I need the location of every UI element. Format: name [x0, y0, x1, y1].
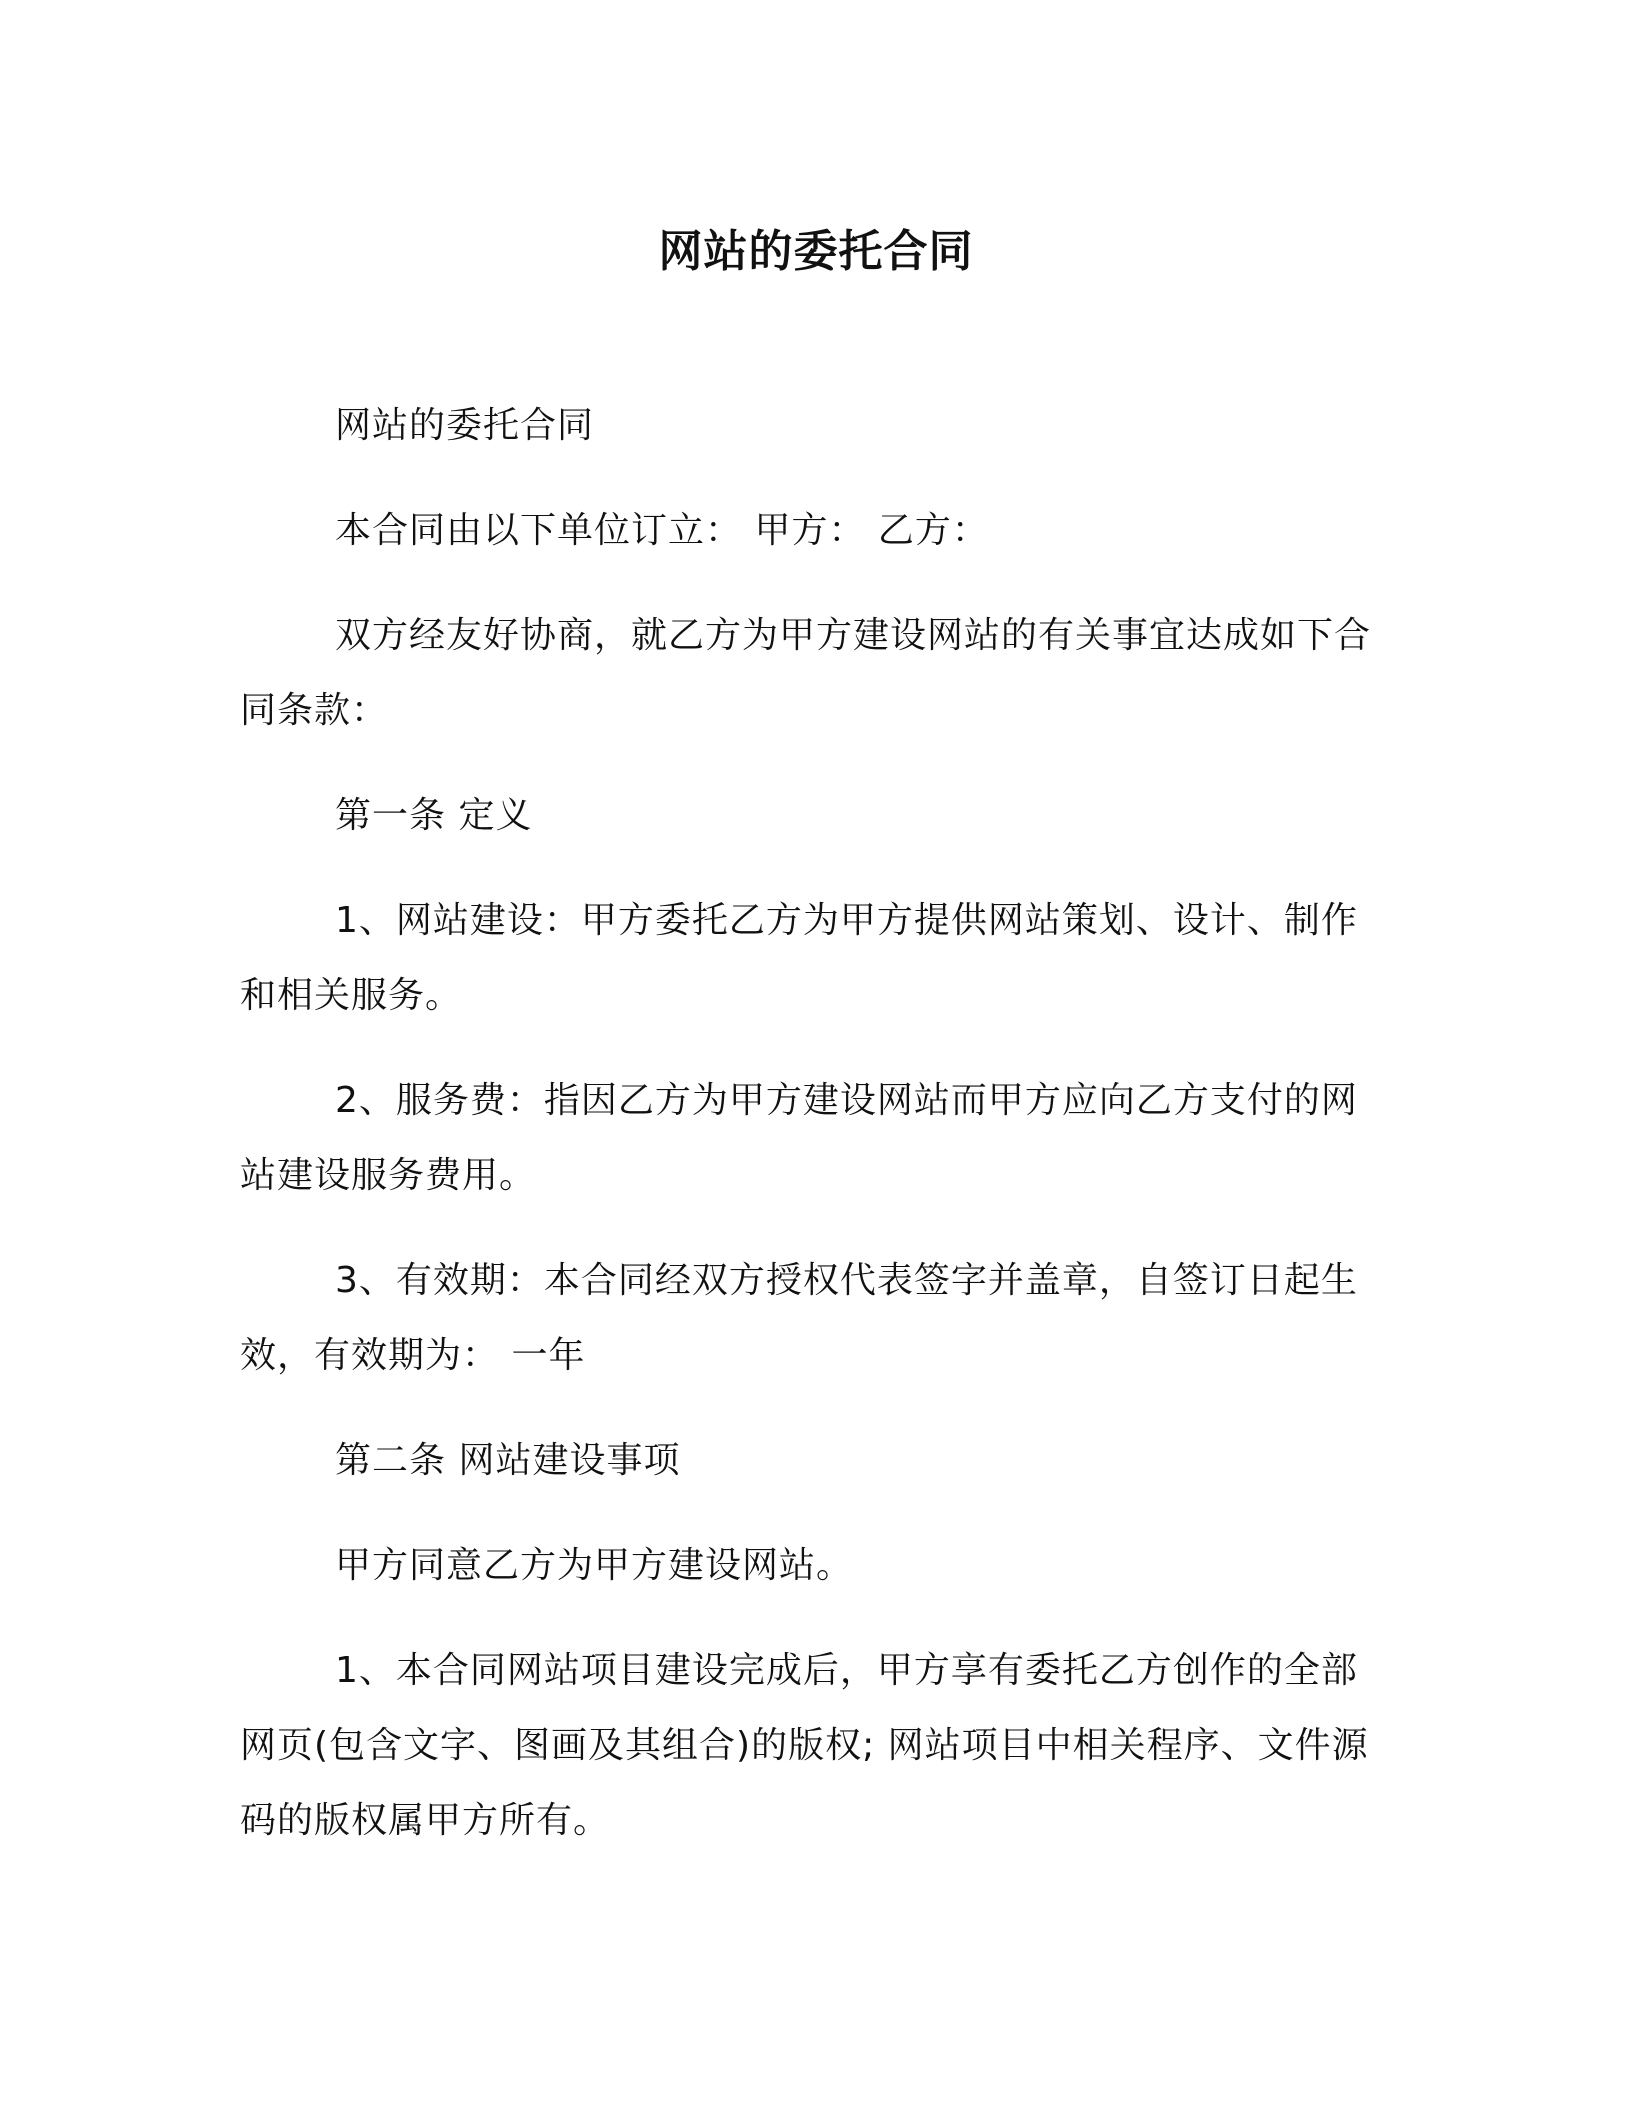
clause-1-1: 1、网站建设：甲方委托乙方为甲方提供网站策划、设计、制作和相关服务。 — [240, 900, 1358, 1016]
paragraph-parties: 本合同由以下单位订立： 甲方： 乙方： — [335, 510, 989, 551]
document-title: 网站的委托合同 — [658, 226, 974, 277]
paragraph-agreement: 甲方同意乙方为甲方建设网站。 — [335, 1545, 854, 1586]
section-heading-1: 第一条 定义 — [335, 795, 533, 836]
section-heading-2: 第二条 网站建设事项 — [335, 1440, 681, 1481]
clause-2-1: 1、本合同网站项目建设完成后，甲方享有委托乙方创作的全部网页(包含文字、图画及其组合)的版权; 网站项目中相关程序、文件源码的版权属甲方所有。 — [240, 1650, 1369, 1841]
paragraph-preamble: 双方经友好协商，就乙方为甲方建设网站的有关事宜达成如下合同条款： — [240, 615, 1372, 731]
document-body — [240, 388, 1390, 1888]
clause-1-2: 2、服务费：指因乙方为甲方建设网站而甲方应向乙方支付的网站建设服务费用。 — [240, 1080, 1358, 1196]
clause-1-3: 3、有效期：本合同经双方授权代表签字并盖章，自签订日起生效，有效期为： 一年 — [240, 1260, 1358, 1376]
paragraph-subtitle: 网站的委托合同 — [335, 405, 595, 446]
